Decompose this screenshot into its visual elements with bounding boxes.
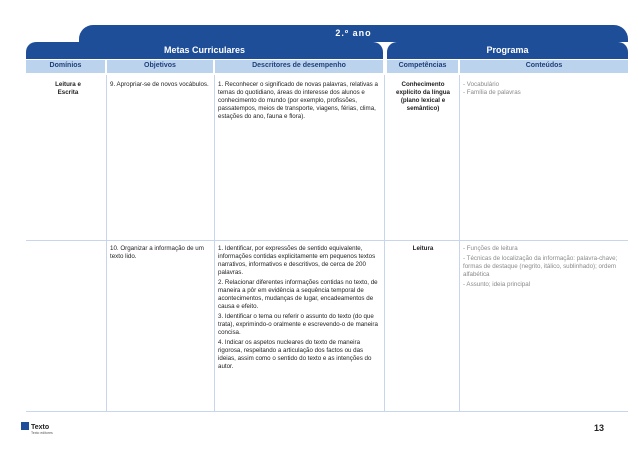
col-header-label: Competências — [398, 62, 447, 69]
col-header-label: Domínios — [49, 62, 82, 69]
col-header-label: Descritores de desempenho — [252, 62, 346, 69]
col-header-objetivos — [107, 60, 213, 73]
logo-subtext: Texto editores — [31, 431, 53, 435]
descritor-item: 2. Relacionar diferentes informações contidas no texto, de maneira a pôr em evidência a sequência temporal de acontecimentos, mudanças de lugar, encadeamentos de causa e efeito. — [218, 279, 378, 310]
programa-label: Programa — [486, 45, 529, 55]
descritor-item: 4. Indicar os aspetos nucleares do texto de maneira rigorosa, respeitando a articulação dos factos ou das ideias, assim como o sentido do texto e as intenções do autor. — [218, 339, 372, 370]
col-header-descritores — [215, 60, 383, 73]
col-header-dominios — [26, 60, 105, 73]
objetivo-cell: 10. Organizar a informação de um texto lido. — [110, 245, 204, 260]
col-header-conteudos — [460, 60, 628, 73]
conteudos-cell — [463, 81, 623, 97]
metas-label: Metas Curriculares — [163, 45, 246, 55]
page-number: 13 — [594, 423, 605, 433]
col-header-competencias — [387, 60, 458, 73]
programa-header — [387, 42, 628, 59]
competencia-cell: Conhecimento explícito da língua (plano lexical e semântico) — [396, 81, 450, 112]
conteudo-item: - Funções de leitura — [463, 245, 518, 252]
grid-line — [214, 75, 215, 412]
book-icon — [21, 422, 29, 430]
conteudo-item: - Família de palavras — [463, 89, 521, 96]
descritor-item: 3. Identificar o tema ou referir o assunto do texto (do que trata), exprimindo-o oralmente e escrevendo-o de maneira concisa. — [218, 313, 378, 336]
row-divider — [26, 240, 628, 241]
year-tab — [79, 25, 628, 42]
grid-line — [106, 75, 107, 412]
conteudos-cell — [463, 245, 621, 289]
grid-line — [384, 75, 385, 412]
publisher-logo — [21, 422, 53, 435]
descritor-item: 1. Reconhecer o significado de novas palavras, relativas a temas do quotidiano, áreas do interesse dos alunos e conhecimento do mundo (por exemplo, profissões, passatempos, meios de transporte, viagens, férias, clima, estações do ano, fauna e flora). — [218, 81, 378, 120]
col-header-label: Objetivos — [144, 62, 176, 69]
objetivo-cell: 9. Apropriar-se de novos vocábulos. — [110, 81, 209, 88]
descritor-item: 1. Identificar, por expressões de sentido equivalente, informações contidas explicitamente em pequenos textos narrativos, informativos e descritivos, de cerca de 200 palavras. — [218, 245, 376, 276]
row-divider — [26, 411, 628, 412]
grid-line — [459, 75, 460, 412]
col-header-label: Conteúdos — [525, 62, 563, 69]
metas-header — [26, 42, 383, 59]
competencia-cell: Leitura — [412, 245, 434, 252]
conteudo-item: - Técnicas de localização da informação: palavra-chave; formas de destaque (negrito, itálico, sublinhado); ordem alfabética — [463, 255, 618, 278]
year-label: 2.º ano — [335, 28, 372, 38]
descritores-cell — [218, 245, 380, 371]
conteudo-item: - Vocabulário — [463, 81, 500, 88]
conteudo-item: - Assunto; ideia principal — [463, 281, 531, 288]
dominio-cell: Leitura e Escrita — [55, 81, 81, 96]
logo-text: Texto — [31, 424, 50, 431]
